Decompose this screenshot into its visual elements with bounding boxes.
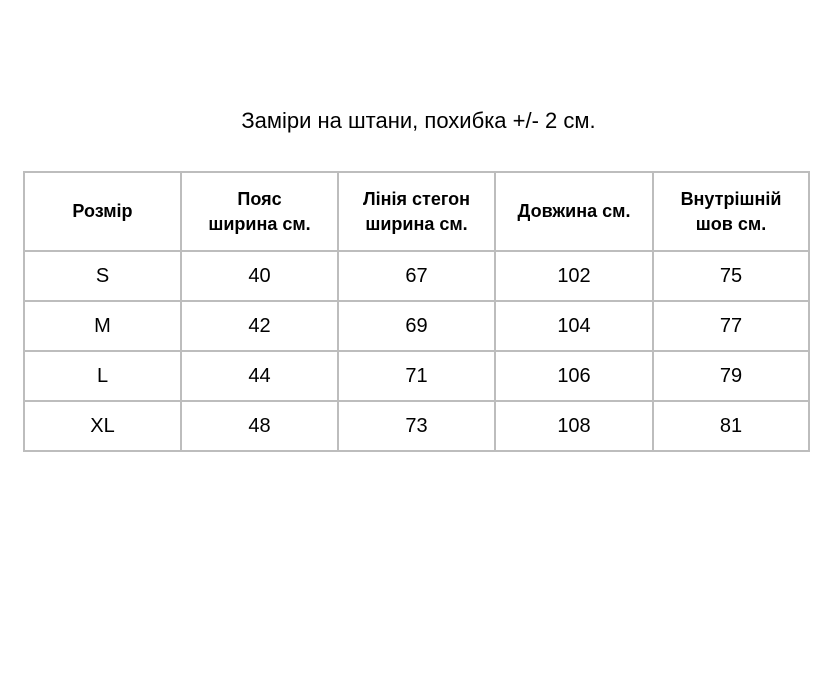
header-waist-line2: ширина см. [208, 213, 311, 234]
cell-hips: 67 [338, 251, 495, 301]
table-row [24, 251, 809, 301]
header-row [24, 172, 809, 251]
header-size-label: Розмір [72, 201, 133, 221]
cell-waist: 40 [181, 251, 338, 301]
cell-waist: 44 [181, 351, 338, 401]
cell-length: 104 [495, 301, 653, 351]
table-row [24, 351, 809, 401]
cell-size: XL [24, 401, 181, 451]
cell-waist: 48 [181, 401, 338, 451]
header-inseam [653, 172, 809, 251]
cell-hips: 73 [338, 401, 495, 451]
header-length [495, 172, 653, 251]
header-inseam-line2: шов см. [695, 213, 767, 234]
header-size [24, 172, 181, 251]
cell-inseam: 75 [653, 251, 809, 301]
cell-inseam: 81 [653, 401, 809, 451]
cell-length: 102 [495, 251, 653, 301]
header-waist [181, 172, 338, 251]
header-hips-line1: Лінія стегон [363, 188, 470, 209]
table-row [24, 301, 809, 351]
cell-length: 108 [495, 401, 653, 451]
cell-inseam: 79 [653, 351, 809, 401]
cell-size: L [24, 351, 181, 401]
header-waist-line1: Пояс [237, 188, 282, 209]
cell-size: M [24, 301, 181, 351]
page-title: Заміри на штани, похибка +/- 2 см. [241, 108, 596, 133]
cell-inseam: 77 [653, 301, 809, 351]
cell-length: 106 [495, 351, 653, 401]
cell-waist: 42 [181, 301, 338, 351]
cell-hips: 69 [338, 301, 495, 351]
header-hips-line2: ширина см. [365, 213, 468, 234]
size-table [23, 171, 810, 452]
header-length-label: Довжина см. [517, 201, 631, 221]
cell-size: S [24, 251, 181, 301]
header-hips [338, 172, 495, 251]
table-row [24, 401, 809, 451]
header-inseam-line1: Внутрішній [680, 188, 782, 209]
cell-hips: 71 [338, 351, 495, 401]
